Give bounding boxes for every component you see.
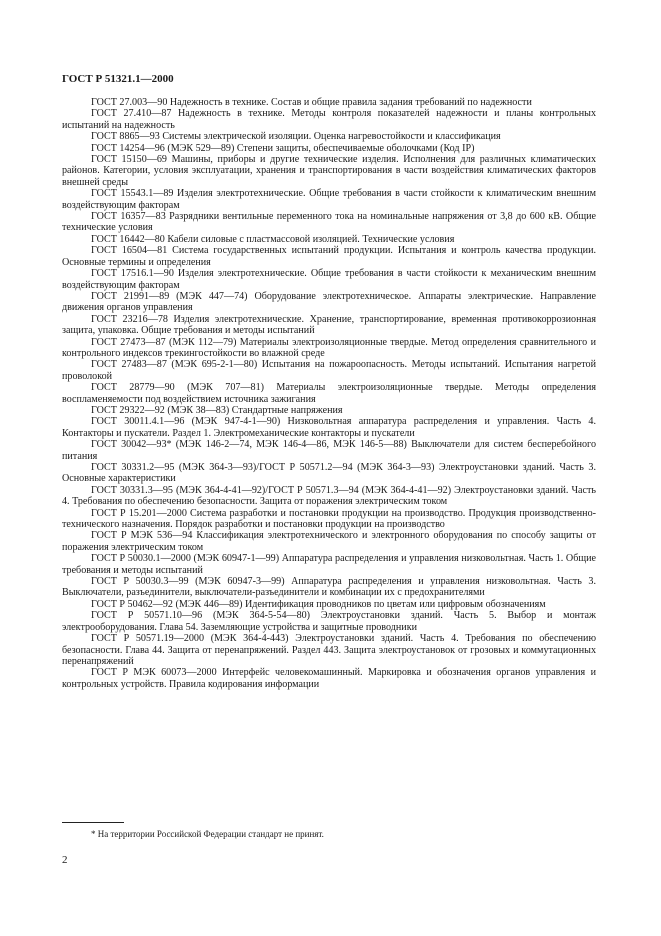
reference-item: ГОСТ 30331.3—95 (МЭК 364-4-41—92)/ГОСТ Р 50571.3—94 (МЭК 364-4-41—92) Электроустановки зданий. Часть 4. Требования по обеспечению безопасности. Защита от поражения электрическим током: [62, 484, 596, 508]
reference-item: ГОСТ 27473—87 (МЭК 112—79) Материалы электроизоляционные твердые. Метод определения сравнительного и контрольного индексов трекингостойкости во влажной среде: [62, 336, 596, 359]
reference-item: ГОСТ 8865—93 Системы электрической изоляции. Оценка нагревостойкости и классификация: [91, 131, 501, 143]
reference-item: ГОСТ 17516.1—90 Изделия электротехнические. Общие требования в части стойкости к механическим внешним воздействующим факторам: [62, 268, 596, 291]
reference-item: ГОСТ 27483—87 (МЭК 695-2-1—80) Испытания на пожароопасность. Методы испытаний. Испытания нагретой проволокой: [62, 359, 596, 382]
footnote: * На территории Российской Федерации стандарт не принят.: [91, 829, 324, 839]
reference-item: ГОСТ 23216—78 Изделия электротехнические. Хранение, транспортирование, временная противокоррозионная защита, упаковка. Общие требования и методы испытаний: [62, 313, 596, 337]
reference-item: ГОСТ 15543.1—89 Изделия электротехнические. Общие требования в части стойкости к климатическим внешним воздействующим факторам: [62, 188, 596, 211]
reference-item: ГОСТ 27.003—90 Надежность в технике. Состав и общие правила задания требований по надежности: [91, 97, 532, 108]
reference-item: ГОСТ 30042—93* (МЭК 146-2—74, МЭК 146-4—86, МЭК 146-5—88) Выключатели для систем бесперебойного питания: [62, 439, 596, 462]
reference-item: ГОСТ Р 50030.3—99 (МЭК 60947-3—99) Аппаратура распределения и управления низковольтная. Часть 3. Выключатели, разъединители, выключатели-разъединители и комбинации их с предохранителями: [62, 576, 596, 599]
reference-item: ГОСТ 29322—92 (МЭК 38—83) Стандартные напряжения: [91, 404, 343, 416]
page-header: ГОСТ Р 51321.1—2000: [62, 73, 174, 85]
footnote-divider: [62, 822, 124, 823]
reference-item: ГОСТ 30011.4.1—96 (МЭК 947-4-1—90) Низковольтная аппаратура распределения и управления. Часть 4. Контакторы и пускатели. Раздел 1. Электромеханические контакторы и пускатели: [62, 416, 596, 439]
reference-item: ГОСТ Р 50571.10—96 (МЭК 364-5-54—80) Электроустановки зданий. Часть 5. Выбор и монтаж электрооборудования. Глава 54. Заземляющие устройства и защитные проводники: [62, 610, 596, 633]
reference-item: ГОСТ 16357—83 Разрядники вентильные переменного тока на номинальные напряжения от 3,8 до 600 кВ. Общие технические условия: [62, 211, 596, 234]
reference-item: ГОСТ Р МЭК 536—94 Классификация электротехнического и электронного оборудования по способу защиты от поражения электрическим током: [62, 530, 596, 553]
reference-item: ГОСТ Р 50571.19—2000 (МЭК 364-4-443) Электроустановки зданий. Часть 4. Требования по обеспечению безопасности. Глава 44. Защита от перенапряжений. Раздел 443. Защита электроустановок от грозовых и коммутационных перенапряжений: [62, 633, 596, 667]
reference-item: ГОСТ 15150—69 Машины, приборы и другие технические изделия. Исполнения для различных климатических районов. Категории, условия эксплуатации, хранения и транспортирования в части воздействия климатических факторов внешней среды: [62, 154, 596, 188]
reference-item: ГОСТ 27.410—87 Надежность в технике. Методы контроля показателей надежности и планы контрольных испытаний на надежность: [62, 108, 596, 131]
reference-item: ГОСТ Р 50462—92 (МЭК 446—89) Идентификация проводников по цветам или цифровым обозначениям: [91, 598, 546, 610]
reference-list: [62, 97, 596, 690]
reference-item: ГОСТ 16442—80 Кабели силовые с пластмассовой изоляцией. Технические условия: [91, 233, 455, 245]
reference-item: ГОСТ Р 50030.1—2000 (МЭК 60947-1—99) Аппаратура распределения и управления низковольтная. Часть 1. Общие требования и методы испытаний: [62, 553, 596, 576]
page-number: 2: [62, 854, 68, 866]
reference-item: ГОСТ 21991—89 (МЭК 447—74) Оборудование электротехническое. Аппараты электрические. Направление движения органов управления: [62, 290, 596, 314]
reference-item: ГОСТ Р МЭК 60073—2000 Интерфейс человекомашинный. Маркировка и обозначения органов управления и контрольных устройств. Правила кодирования информации: [62, 667, 596, 690]
reference-item: ГОСТ 16504—81 Система государственных испытаний продукции. Испытания и контроль качества продукции. Основные термины и определения: [62, 245, 596, 268]
reference-item: ГОСТ 14254—96 (МЭК 529—89) Степени защиты, обеспечиваемые оболочками (Код IP): [91, 142, 475, 154]
reference-item: ГОСТ Р 15.201—2000 Система разработки и постановки продукции на производство. Продукция производственно-технического назначения. Порядок разработки и постановки продукции на производство: [62, 507, 596, 531]
reference-item: ГОСТ 28779—90 (МЭК 707—81) Материалы электроизоляционные твердые. Методы определения воспламеняемости под воздействием источника зажигания: [62, 382, 596, 405]
reference-item: ГОСТ 30331.2—95 (МЭК 364-3—93)/ГОСТ Р 50571.2—94 (МЭК 364-3—93) Электроустановки зданий. Часть 3. Основные характеристики: [62, 462, 596, 485]
